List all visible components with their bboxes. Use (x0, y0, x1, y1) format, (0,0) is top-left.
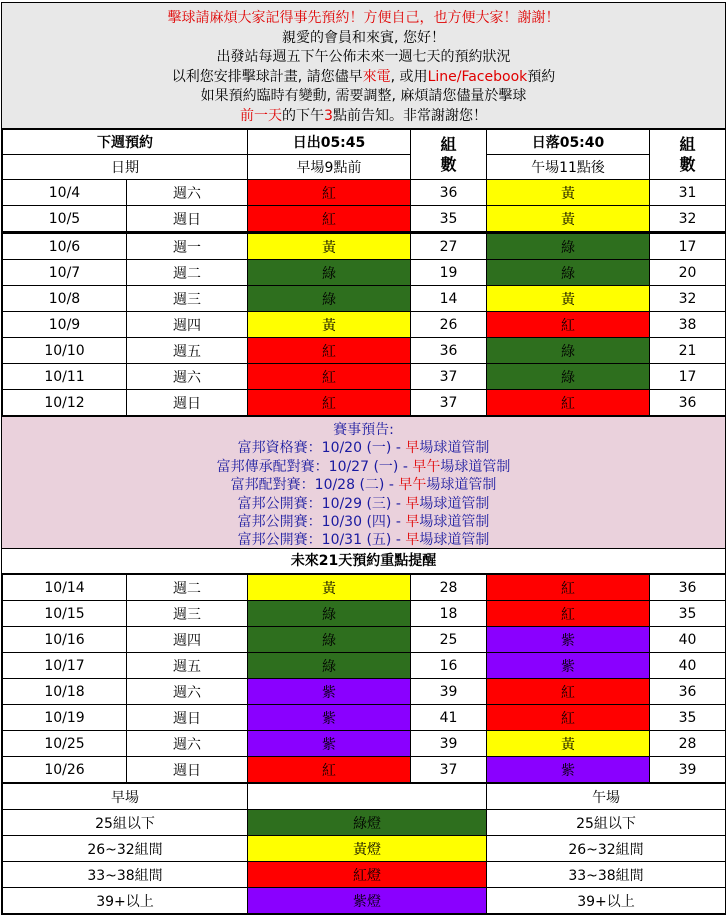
event-item (2, 458, 725, 476)
reservation-sheet (1, 2, 726, 915)
row-am-count: 27 (411, 233, 487, 260)
row-date: 10/15 (3, 601, 127, 627)
next-week-header: 下週預約 (3, 130, 248, 155)
row-am-status: 紅 (248, 338, 411, 364)
row-am-count: 14 (411, 286, 487, 312)
row-pm-count: 28 (650, 731, 726, 757)
row-day: 週日 (127, 705, 248, 731)
row-am-count: 39 (411, 731, 487, 757)
legend-row (3, 810, 726, 836)
table-row (3, 233, 726, 260)
row-am-status: 紅 (248, 180, 411, 206)
row-date: 10/6 (3, 233, 127, 260)
event-name: 富邦公開賽：10/29 (三) - (237, 495, 406, 512)
row-day: 週一 (127, 233, 248, 260)
row-pm-status: 紅 (487, 312, 650, 338)
row-pm-status: 紅 (487, 575, 650, 601)
row-am-count: 37 (411, 757, 487, 783)
event-note: 場球道管制 (419, 532, 490, 549)
row-am-status: 綠 (248, 286, 411, 312)
event-item (2, 495, 725, 513)
row-date: 10/4 (3, 180, 127, 206)
row-pm-status: 黃 (487, 180, 650, 206)
row-am-count: 25 (411, 627, 487, 653)
legend-row (3, 836, 726, 862)
table-row (3, 312, 726, 338)
notice-box (2, 3, 725, 129)
table-row (3, 575, 726, 601)
row-am-count: 28 (411, 575, 487, 601)
date-header: 日期 (3, 155, 248, 180)
notice-greeting: 親愛的會員和來賓, 您好！ (282, 29, 445, 46)
row-am-count: 36 (411, 338, 487, 364)
table-row (3, 364, 726, 390)
row-pm-count: 35 (650, 601, 726, 627)
sunrise-header: 日出05:45 (248, 130, 411, 155)
future-table (2, 574, 726, 783)
row-pm-count: 36 (650, 390, 726, 416)
events-box (2, 416, 725, 549)
future-rows (3, 575, 726, 783)
legend-am-range: 33~38組間 (3, 862, 248, 888)
event-session: 早 (405, 532, 420, 549)
event-session: 早 (405, 440, 420, 457)
groups-header-am: 組數 (411, 130, 487, 180)
row-am-count: 36 (411, 180, 487, 206)
legend-row (3, 862, 726, 888)
event-session: 早 (405, 495, 420, 512)
row-day: 週二 (127, 260, 248, 286)
row-am-status: 紫 (248, 705, 411, 731)
row-day: 週三 (127, 601, 248, 627)
row-pm-count: 36 (650, 679, 726, 705)
table-row (3, 338, 726, 364)
row-am-count: 26 (411, 312, 487, 338)
row-pm-count: 32 (650, 206, 726, 233)
event-name: 富邦公開賽：10/30 (四) - (237, 514, 406, 531)
row-day: 週五 (127, 338, 248, 364)
row-day: 週日 (127, 206, 248, 233)
row-day: 週六 (127, 364, 248, 390)
legend-pm-range: 25組以下 (487, 810, 726, 836)
row-day: 週四 (127, 627, 248, 653)
event-item (2, 513, 725, 531)
event-name: 富邦公開賽：10/31 (五) - (237, 532, 406, 549)
event-item (2, 476, 725, 494)
row-day: 週四 (127, 312, 248, 338)
row-am-status: 紅 (248, 757, 411, 783)
events-title: 賽事預告: (333, 422, 394, 438)
row-date: 10/25 (3, 731, 127, 757)
row-am-count: 18 (411, 601, 487, 627)
legend-blank (248, 784, 487, 810)
row-pm-count: 40 (650, 627, 726, 653)
afternoon-header: 午場11點後 (487, 155, 650, 180)
event-item (2, 531, 725, 549)
row-date: 10/19 (3, 705, 127, 731)
table-row (3, 757, 726, 783)
row-day: 週六 (127, 180, 248, 206)
row-date: 10/18 (3, 679, 127, 705)
event-note: 場球道管制 (419, 495, 490, 512)
row-am-count: 39 (411, 679, 487, 705)
row-day: 週三 (127, 286, 248, 312)
notice-contact: 以利您安排擊球計畫, 請您儘早來電, 或用Line/Facebook預約 (171, 68, 556, 85)
row-pm-count: 21 (650, 338, 726, 364)
row-am-status: 紅 (248, 364, 411, 390)
row-pm-status: 紅 (487, 705, 650, 731)
future-title: 未來21天預約重點提醒 (2, 549, 725, 574)
event-note: 場球道管制 (426, 477, 497, 494)
legend-am-range: 39+以上 (3, 888, 248, 914)
row-am-status: 綠 (248, 260, 411, 286)
row-date: 10/17 (3, 653, 127, 679)
legend-light: 紅燈 (248, 862, 487, 888)
event-note: 場球道管制 (419, 514, 490, 531)
schedule-table (2, 129, 726, 416)
row-date: 10/8 (3, 286, 127, 312)
row-am-count: 37 (411, 364, 487, 390)
row-day: 週六 (127, 731, 248, 757)
row-pm-status: 綠 (487, 364, 650, 390)
legend-table (2, 783, 726, 914)
row-am-count: 19 (411, 260, 487, 286)
row-am-count: 37 (411, 390, 487, 416)
week2-rows (3, 233, 726, 416)
sunset-header: 日落05:40 (487, 130, 650, 155)
row-day: 週五 (127, 653, 248, 679)
row-pm-status: 黃 (487, 206, 650, 233)
table-row (3, 286, 726, 312)
row-pm-count: 39 (650, 757, 726, 783)
row-am-status: 黃 (248, 575, 411, 601)
row-am-status: 黃 (248, 233, 411, 260)
groups-header-pm: 組數 (650, 130, 726, 180)
row-am-status: 綠 (248, 627, 411, 653)
row-pm-count: 20 (650, 260, 726, 286)
row-pm-status: 黃 (487, 731, 650, 757)
event-name: 富邦配對賽：10/28 (二) - (230, 477, 399, 494)
row-pm-status: 紫 (487, 653, 650, 679)
morning-header: 早場9點前 (248, 155, 411, 180)
legend-pm-range: 33~38組間 (487, 862, 726, 888)
row-date: 10/16 (3, 627, 127, 653)
table-row (3, 390, 726, 416)
row-pm-status: 黃 (487, 286, 650, 312)
row-pm-count: 17 (650, 364, 726, 390)
row-pm-count: 40 (650, 653, 726, 679)
row-date: 10/11 (3, 364, 127, 390)
table-row (3, 731, 726, 757)
row-day: 週日 (127, 390, 248, 416)
event-note: 場球道管制 (419, 440, 490, 457)
event-session: 早午 (412, 458, 441, 475)
notice-schedule: 出發站每週五下午公佈未來一週七天的預約狀況 (216, 49, 511, 66)
row-am-count: 41 (411, 705, 487, 731)
event-name: 富邦資格賽：10/20 (一) - (237, 440, 406, 457)
row-pm-count: 38 (650, 312, 726, 338)
row-date: 10/9 (3, 312, 127, 338)
table-row (3, 705, 726, 731)
event-name: 富邦傳承配對賽：10/27 (一) - (216, 458, 413, 475)
legend-pm-range: 26~32組間 (487, 836, 726, 862)
legend-am-title: 早場 (3, 784, 248, 810)
legend-am-range: 26~32組間 (3, 836, 248, 862)
row-am-status: 綠 (248, 601, 411, 627)
row-day: 週日 (127, 757, 248, 783)
legend-pm-title: 午場 (487, 784, 726, 810)
notice-headline: 擊球請麻煩大家記得事先預約！方便自己，也方便大家！謝謝！ (167, 10, 560, 26)
row-pm-count: 35 (650, 705, 726, 731)
row-am-status: 紅 (248, 206, 411, 233)
row-date: 10/10 (3, 338, 127, 364)
legend-pm-range: 39+以上 (487, 888, 726, 914)
legend-row (3, 888, 726, 914)
row-am-count: 16 (411, 653, 487, 679)
row-pm-status: 紅 (487, 390, 650, 416)
table-row (3, 653, 726, 679)
notice-deadline: 前一天的下午3點前告知。非常謝謝您！ (240, 107, 487, 124)
table-row (3, 601, 726, 627)
row-day: 週二 (127, 575, 248, 601)
row-am-count: 35 (411, 206, 487, 233)
row-am-status: 紫 (248, 731, 411, 757)
row-pm-count: 36 (650, 575, 726, 601)
row-pm-status: 綠 (487, 338, 650, 364)
table-row (3, 627, 726, 653)
table-row (3, 206, 726, 233)
legend-light: 黃燈 (248, 836, 487, 862)
row-am-status: 黃 (248, 312, 411, 338)
table-row (3, 180, 726, 206)
row-pm-count: 32 (650, 286, 726, 312)
row-pm-status: 綠 (487, 260, 650, 286)
row-pm-status: 紅 (487, 679, 650, 705)
row-pm-status: 紫 (487, 757, 650, 783)
legend-light: 紫燈 (248, 888, 487, 914)
row-am-status: 紅 (248, 390, 411, 416)
row-pm-status: 紫 (487, 627, 650, 653)
legend-am-range: 25組以下 (3, 810, 248, 836)
row-date: 10/14 (3, 575, 127, 601)
event-note: 場球道管制 (440, 458, 511, 475)
row-day: 週六 (127, 679, 248, 705)
row-am-status: 綠 (248, 653, 411, 679)
event-item (2, 439, 725, 457)
row-date: 10/26 (3, 757, 127, 783)
row-am-status: 紫 (248, 679, 411, 705)
legend-light: 綠燈 (248, 810, 487, 836)
notice-change: 如果預約臨時有變動, 需要調整, 麻煩請您儘量於擊球 (200, 88, 527, 105)
row-date: 10/12 (3, 390, 127, 416)
events-list (2, 439, 725, 549)
row-pm-count: 31 (650, 180, 726, 206)
row-pm-status: 綠 (487, 233, 650, 260)
row-date: 10/7 (3, 260, 127, 286)
row-date: 10/5 (3, 206, 127, 233)
table-row (3, 260, 726, 286)
row-pm-status: 紅 (487, 601, 650, 627)
event-session: 早午 (398, 477, 427, 494)
table-row (3, 679, 726, 705)
row-pm-count: 17 (650, 233, 726, 260)
event-session: 早 (405, 514, 420, 531)
week1-rows (3, 180, 726, 233)
